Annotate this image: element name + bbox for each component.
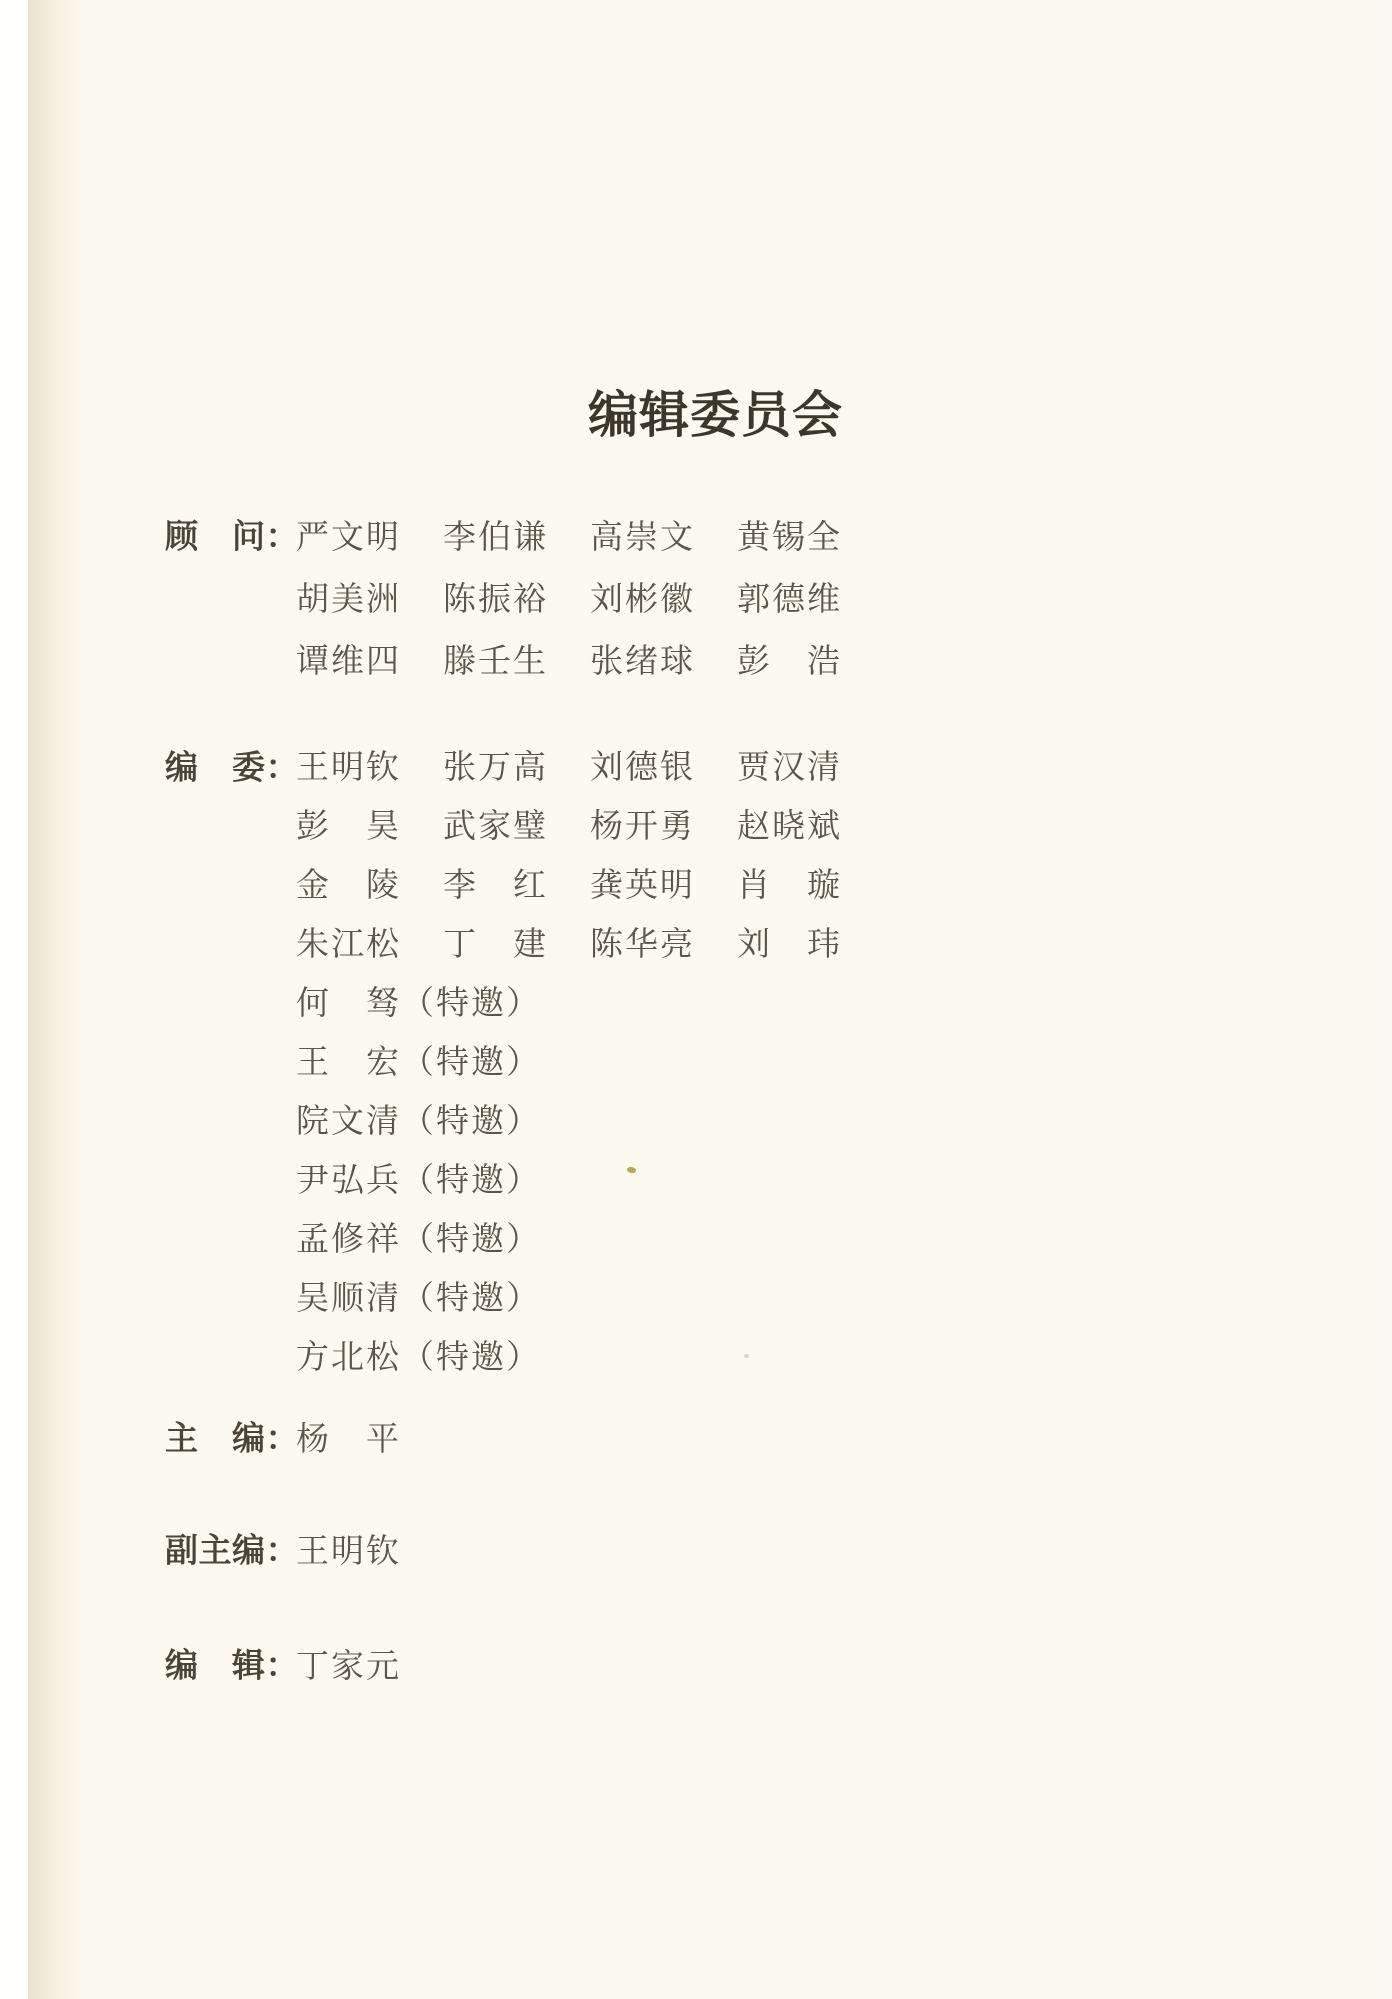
member-name: 张绪球 xyxy=(590,643,695,680)
row-names xyxy=(296,1525,443,1572)
member-name: 王明钦 xyxy=(296,1533,401,1570)
row-names xyxy=(296,1213,541,1260)
group-label: 编 委： xyxy=(165,750,299,786)
member-name: 丁家元 xyxy=(296,1648,401,1685)
committee-group xyxy=(165,1632,1265,1694)
committee-row xyxy=(165,1325,1265,1384)
row-names xyxy=(296,1036,541,1083)
member-name: 胡美洲 xyxy=(296,581,401,618)
member-name: 滕壬生 xyxy=(443,643,548,680)
member-name: 彭 浩 xyxy=(737,643,842,680)
committee-group xyxy=(165,503,1265,689)
row-names xyxy=(296,1154,541,1201)
member-name: 李伯谦 xyxy=(443,519,548,556)
row-names xyxy=(296,1095,541,1142)
member-name: 丁 建 xyxy=(443,927,548,963)
committee-row xyxy=(165,971,1265,1030)
group-label: 主 编： xyxy=(165,1421,299,1458)
member-name: 刘彬徽 xyxy=(590,581,695,618)
member-name: 郭德维 xyxy=(737,581,842,618)
member-name: 武家璧 xyxy=(443,809,548,845)
member-name: 杨 平 xyxy=(296,1421,401,1458)
paper-speck-faint xyxy=(744,1354,749,1358)
member-name: 严文明 xyxy=(296,519,401,556)
member-name: 李 红 xyxy=(443,868,548,904)
committee-row xyxy=(165,1148,1265,1207)
member-name: 肖 璇 xyxy=(737,868,842,904)
committee-row xyxy=(165,1632,1265,1694)
member-name: 院文清（特邀） xyxy=(296,1104,541,1140)
member-name: 彭 昊 xyxy=(296,809,401,845)
member-name: 贾汉清 xyxy=(737,750,842,786)
committee-row xyxy=(165,1266,1265,1325)
group-label: 编 辑： xyxy=(165,1648,299,1685)
row-names xyxy=(296,573,884,620)
member-name: 陈振裕 xyxy=(443,581,548,618)
member-name: 张万高 xyxy=(443,750,548,786)
group-label: 副主编： xyxy=(165,1533,299,1570)
page-title: 编辑委员会 xyxy=(588,387,843,443)
row-names xyxy=(296,1413,443,1460)
committee-row xyxy=(165,1030,1265,1089)
member-name: 谭维四 xyxy=(296,643,401,680)
row-names xyxy=(296,918,884,965)
committee-row xyxy=(165,1089,1265,1148)
row-names xyxy=(296,977,541,1024)
committee-row xyxy=(165,912,1265,971)
member-name: 高崇文 xyxy=(590,519,695,556)
committee-group xyxy=(165,1405,1265,1467)
committee-row xyxy=(165,794,1265,853)
member-name: 尹弘兵（特邀） xyxy=(296,1163,541,1199)
member-name: 金 陵 xyxy=(296,868,401,904)
member-name: 王 宏（特邀） xyxy=(296,1045,541,1081)
row-names xyxy=(296,741,884,788)
group-label: 顾 问： xyxy=(165,519,299,556)
committee-row xyxy=(165,503,1265,565)
member-name: 陈华亮 xyxy=(590,927,695,963)
row-names xyxy=(296,859,884,906)
committee-row xyxy=(165,627,1265,689)
member-name: 孟修祥（特邀） xyxy=(296,1222,541,1258)
member-name: 王明钦 xyxy=(296,750,401,786)
row-names xyxy=(296,800,884,847)
committee-row xyxy=(165,735,1265,794)
member-name: 刘德银 xyxy=(590,750,695,786)
committee-row xyxy=(165,1207,1265,1266)
member-name: 黄锡全 xyxy=(737,519,842,556)
committee-row xyxy=(165,1517,1265,1579)
committee-group xyxy=(165,735,1265,1384)
row-names xyxy=(296,1272,541,1319)
committee-row xyxy=(165,1405,1265,1467)
committee-group xyxy=(165,1517,1265,1579)
row-names xyxy=(296,635,884,682)
page-gutter-shadow xyxy=(28,0,83,1999)
committee-row xyxy=(165,853,1265,912)
member-name: 吴顺清（特邀） xyxy=(296,1281,541,1317)
paper-sheen xyxy=(1272,0,1392,1999)
scanner-edge-strip xyxy=(0,0,28,1999)
committee-row xyxy=(165,565,1265,627)
member-name: 刘 玮 xyxy=(737,927,842,963)
member-name: 杨开勇 xyxy=(590,809,695,845)
row-names xyxy=(296,1331,541,1378)
row-names xyxy=(296,1640,443,1687)
member-name: 何 驽（特邀） xyxy=(296,986,541,1022)
member-name: 龚英明 xyxy=(590,868,695,904)
member-name: 赵晓斌 xyxy=(737,809,842,845)
member-name: 方北松（特邀） xyxy=(296,1340,541,1376)
member-name: 朱江松 xyxy=(296,927,401,963)
row-names xyxy=(296,511,884,558)
